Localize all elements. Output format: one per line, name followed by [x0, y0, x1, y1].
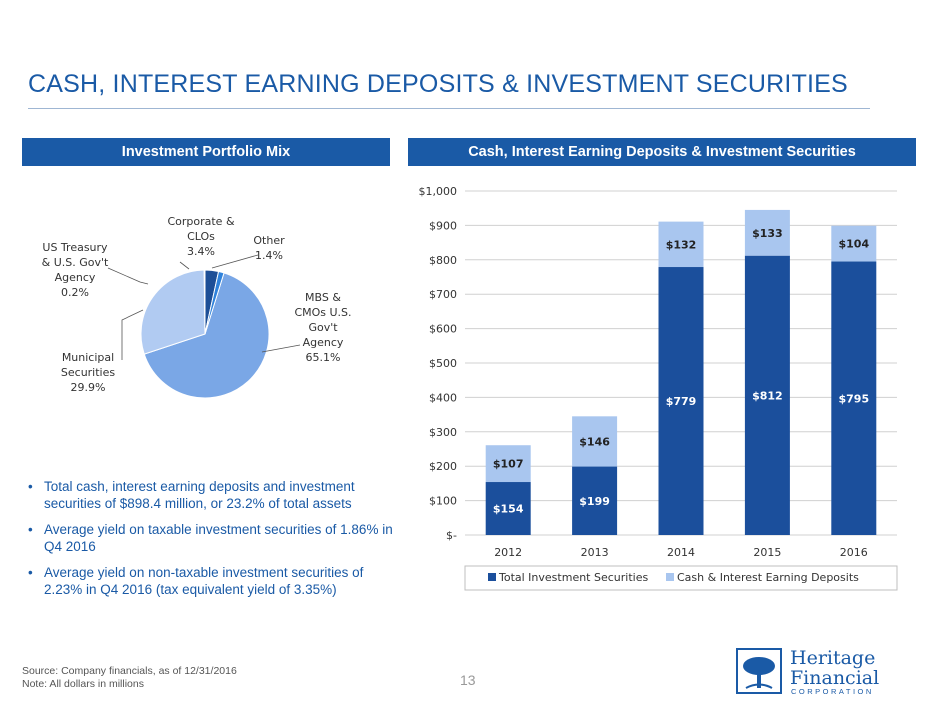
- logo-name-1: Heritage: [790, 647, 876, 669]
- bar-cash-label: $107: [492, 457, 524, 471]
- tree-logo-icon: [736, 648, 782, 694]
- y-tick-label: $500: [429, 357, 457, 370]
- bar-cash-label: $132: [665, 238, 697, 252]
- bar-investments-label: $812: [752, 389, 783, 403]
- title-divider: [28, 108, 870, 109]
- pie-label-other: [244, 233, 294, 263]
- pie-pct-mbs: 65.1%: [305, 351, 341, 364]
- bullet-text: Average yield on non-taxable investment securities of 2.23% in Q4 2016 (tax equivalent yield of 3.35%): [44, 565, 364, 597]
- pie-label-municipal: [48, 350, 128, 395]
- bullet-item: • Total cash, interest earning deposits and investment securities of $898.4 million, or 23.2% of total assets: [28, 479, 355, 511]
- bar-investments-label: $199: [579, 494, 610, 508]
- pie-label-line: Other: [253, 234, 285, 247]
- bullet-item: • Average yield on non-taxable investment securities of 2.23% in Q4 2016 (tax equivalent yield of 3.35%): [28, 565, 364, 597]
- y-tick-label: $200: [429, 460, 457, 474]
- note-line: Note: All dollars in millions: [22, 678, 144, 690]
- bar-investments-label: $795: [838, 392, 870, 406]
- legend-cash-swatch: [666, 573, 674, 581]
- x-tick-label: 2015: [753, 546, 782, 559]
- y-tick-label: $700: [429, 288, 457, 302]
- pie-label-line: Gov't: [308, 321, 338, 334]
- pie-pct-us-treasury: 0.2%: [61, 286, 89, 299]
- page-number: 13: [460, 672, 476, 688]
- bullet-text: Total cash, interest earning deposits and investment securities of $898.4 million, or 23.2% of total assets: [44, 479, 355, 511]
- pie-label-us-treasury: [34, 240, 116, 300]
- y-tick-label: $400: [429, 391, 457, 405]
- bullet-text: Average yield on taxable investment securities of 1.86% in Q4 2016: [44, 522, 393, 554]
- bar-investments-label: $154: [492, 502, 524, 516]
- pie-label-line: Corporate &: [167, 215, 235, 228]
- pie-label-line: CLOs: [187, 230, 215, 243]
- pie-label-line: Securities: [60, 366, 116, 379]
- legend-investments-text: Total Investment Securities: [499, 571, 649, 584]
- summary-bullets: [24, 478, 404, 607]
- pie-pct-corporate: 3.4%: [187, 245, 215, 258]
- bullet-item: • Average yield on taxable investment securities of 1.86% in Q4 2016: [28, 522, 393, 554]
- pie-label-line: CMOs U.S.: [294, 306, 352, 319]
- portfolio-mix-header: Investment Portfolio Mix: [22, 138, 390, 166]
- page-title: CASH, INTEREST EARNING DEPOSITS & INVESTMENT SECURITIES: [28, 70, 848, 98]
- pie-label-corporate: [158, 214, 244, 259]
- pie-pct-other: 1.4%: [255, 249, 283, 262]
- x-tick-label: 2016: [839, 546, 868, 559]
- y-tick-label: $300: [429, 425, 457, 439]
- logo-subtitle: CORPORATION: [791, 687, 874, 696]
- bar-investments-label: $779: [665, 395, 697, 409]
- x-tick-label: 2013: [580, 546, 609, 559]
- y-tick-label: $900: [429, 219, 457, 233]
- bar-cash-label: $146: [579, 435, 610, 449]
- pie-label-line: MBS &: [305, 291, 341, 304]
- y-tick-label: $1,000: [418, 185, 457, 198]
- pie-label-line: US Treasury: [42, 241, 108, 254]
- x-tick-label: 2012: [494, 546, 523, 559]
- pie-pct-municipal: 29.9%: [70, 381, 106, 394]
- bar-cash-label: $133: [752, 226, 783, 240]
- x-tick-label: 2014: [667, 546, 695, 559]
- pie-label-line: & U.S. Gov't: [41, 256, 109, 269]
- pie-label-mbs: [288, 290, 358, 365]
- leader-corporate: [180, 262, 189, 269]
- bar-cash-label: $104: [838, 237, 870, 251]
- y-tick-label: $600: [429, 322, 457, 336]
- pie-label-line: Agency: [302, 336, 344, 349]
- logo-name-2: Financial: [790, 667, 880, 689]
- y-tick-label: $100: [429, 494, 457, 508]
- source-note: [22, 665, 237, 691]
- cash-investments-bar-chart: [408, 176, 913, 598]
- cash-deposits-header: Cash, Interest Earning Deposits & Investment Securities: [408, 138, 916, 166]
- chart-legend: [465, 566, 897, 590]
- legend-investments-swatch: [488, 573, 496, 581]
- y-tick-label: $800: [429, 253, 457, 267]
- logo-wordmark: [790, 648, 879, 688]
- legend-cash-text: Cash & Interest Earning Deposits: [677, 571, 859, 584]
- pie-label-line: Agency: [54, 271, 96, 284]
- pie-label-line: Municipal: [61, 351, 115, 364]
- source-line: Source: Company financials, as of 12/31/2016: [22, 665, 237, 677]
- y-tick-label: $-: [446, 529, 457, 542]
